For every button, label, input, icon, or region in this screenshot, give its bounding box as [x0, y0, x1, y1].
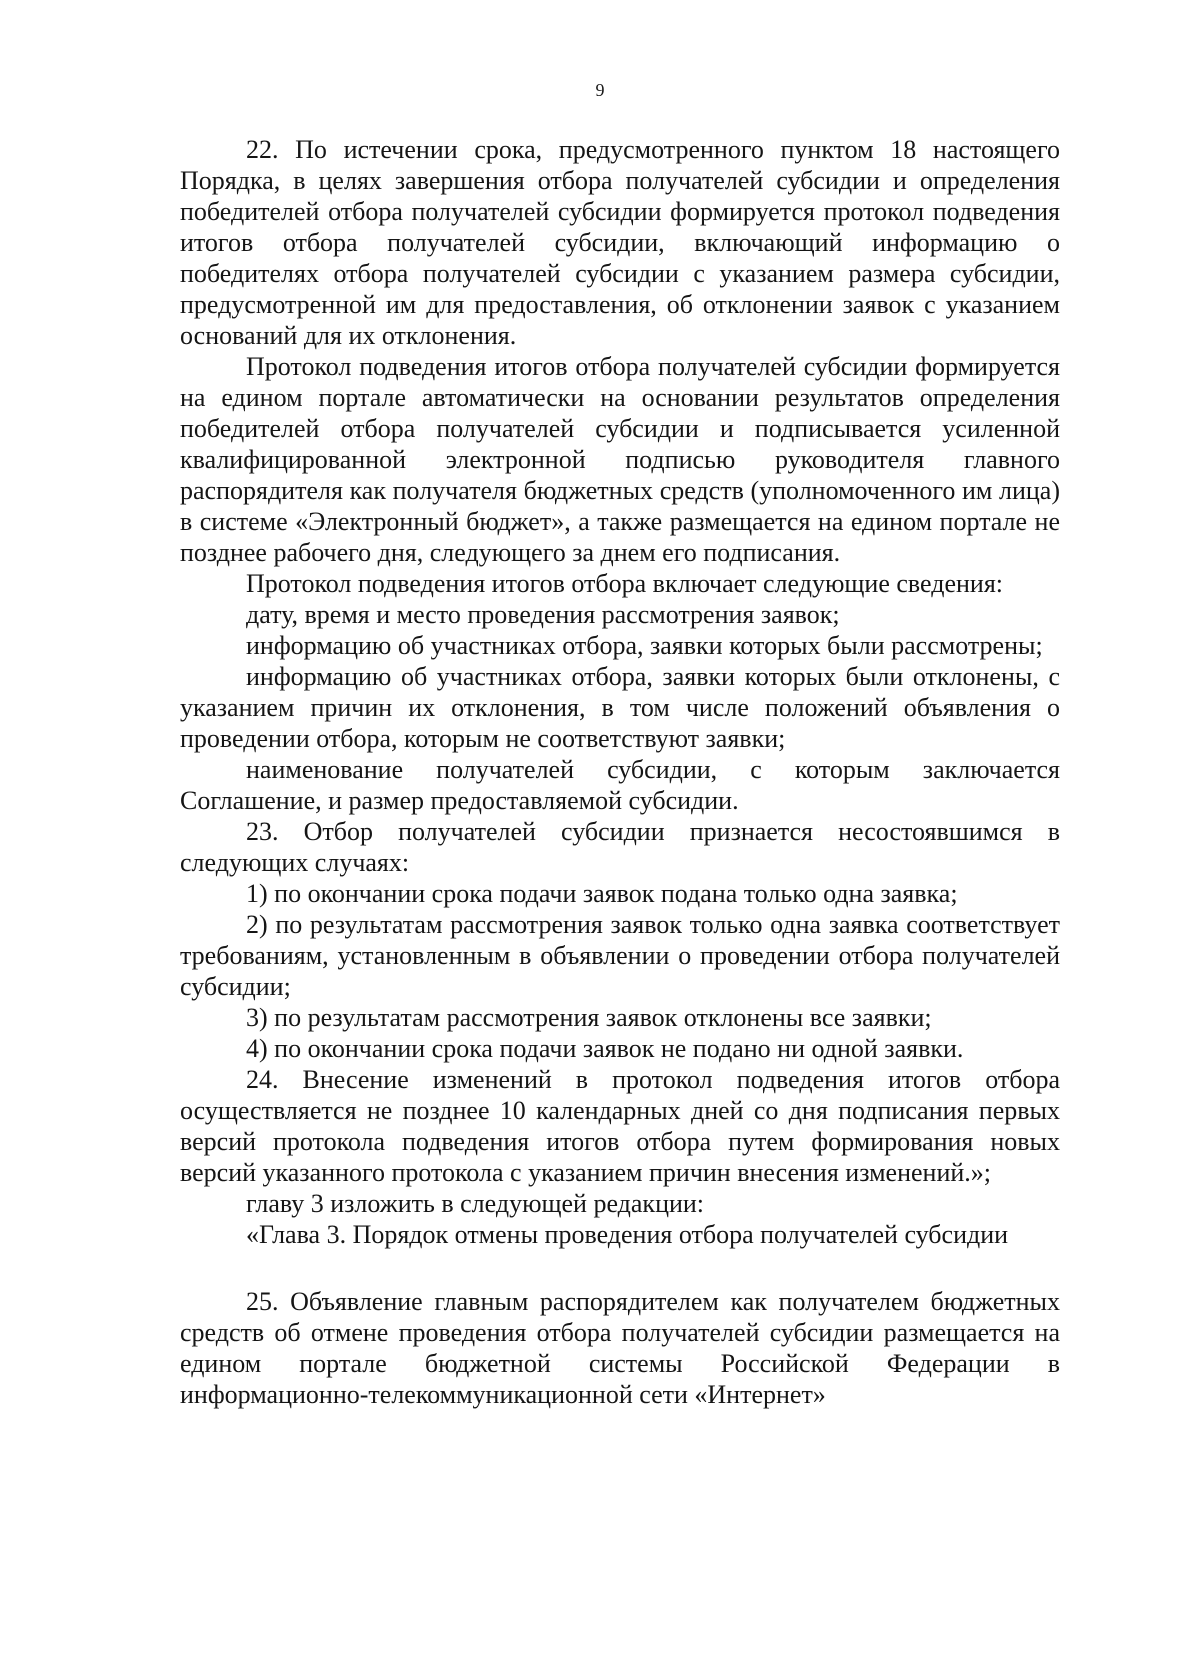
paragraph-25: 25. Объявление главным распорядителем как получателем бюджетных средств об отмене проведения отбора получателей субсидии размещается на едином портале бюджетной системы Российской Федерации в информационно-телекоммуникационной сети «Интернет»	[180, 1287, 1060, 1409]
document-body	[180, 134, 1060, 1410]
paragraph-chapter-3-intro: главу 3 изложить в следующей редакции:	[246, 1189, 705, 1218]
list-item-case-4: 4) по окончании срока подачи заявок не подано ни одной заявки.	[246, 1034, 964, 1063]
list-item-date-time-place: дату, время и место проведения рассмотрения заявок;	[246, 600, 840, 629]
list-item-case-3: 3) по результатам рассмотрения заявок отклонены все заявки;	[246, 1003, 932, 1032]
list-item-case-1: 1) по окончании срока подачи заявок подана только одна заявка;	[246, 879, 958, 908]
paragraph-protocol-formation: Протокол подведения итогов отбора получателей субсидии формируется на едином портале автоматически на основании результатов определения победителей отбора получателей субсидии и подписывается усиленной квалифицированной электронной подписью руководителя главного распорядителя как получателя бюджетных средств (уполномоченного им лица) в системе «Электронный бюджет», а также размещается на едином портале не позднее рабочего дня, следующего за днем его подписания.	[180, 352, 1060, 567]
list-item-reviewed-participants: информацию об участниках отбора, заявки которых были рассмотрены;	[246, 631, 1043, 660]
list-item-recipients-names: наименование получателей субсидии, с которым заключается Соглашение, и размер предоставляемой субсидии.	[180, 755, 1060, 815]
list-item-rejected-participants: информацию об участниках отбора, заявки которых были отклонены, с указанием причин их отклонения, в том числе положений объявления о проведении отбора, которым не соответствуют заявки;	[180, 662, 1060, 753]
paragraph-protocol-contents-intro: Протокол подведения итогов отбора включает следующие сведения:	[246, 569, 1003, 598]
paragraph-24: 24. Внесение изменений в протокол подведения итогов отбора осуществляется не позднее 10 календарных дней со дня подписания первых версий протокола подведения итогов отбора путем формирования новых версий указанного протокола с указанием причин внесения изменений.»;	[180, 1065, 1060, 1187]
section-gap	[180, 1250, 1060, 1286]
paragraph-22: 22. По истечении срока, предусмотренного пунктом 18 настоящего Порядка, в целях завершения отбора получателей субсидии и определения победителей отбора получателей субсидии формируется протокол подведения итогов отбора получателей субсидии, включающий информацию о победителях отбора получателей субсидии с указанием размера субсидии, предусмотренной им для предоставления, об отклонении заявок с указанием оснований для их отклонения.	[180, 135, 1060, 350]
list-item-case-2: 2) по результатам рассмотрения заявок только одна заявка соответствует требованиям, установленным в объявлении о проведении отбора получателей субсидии;	[180, 910, 1060, 1001]
paragraph-23: 23. Отбор получателей субсидии признается несостоявшимся в следующих случаях:	[180, 817, 1060, 877]
chapter-3-heading: «Глава 3. Порядок отмены проведения отбора получателей субсидии	[246, 1220, 1009, 1249]
page-number: 9	[595, 80, 605, 100]
